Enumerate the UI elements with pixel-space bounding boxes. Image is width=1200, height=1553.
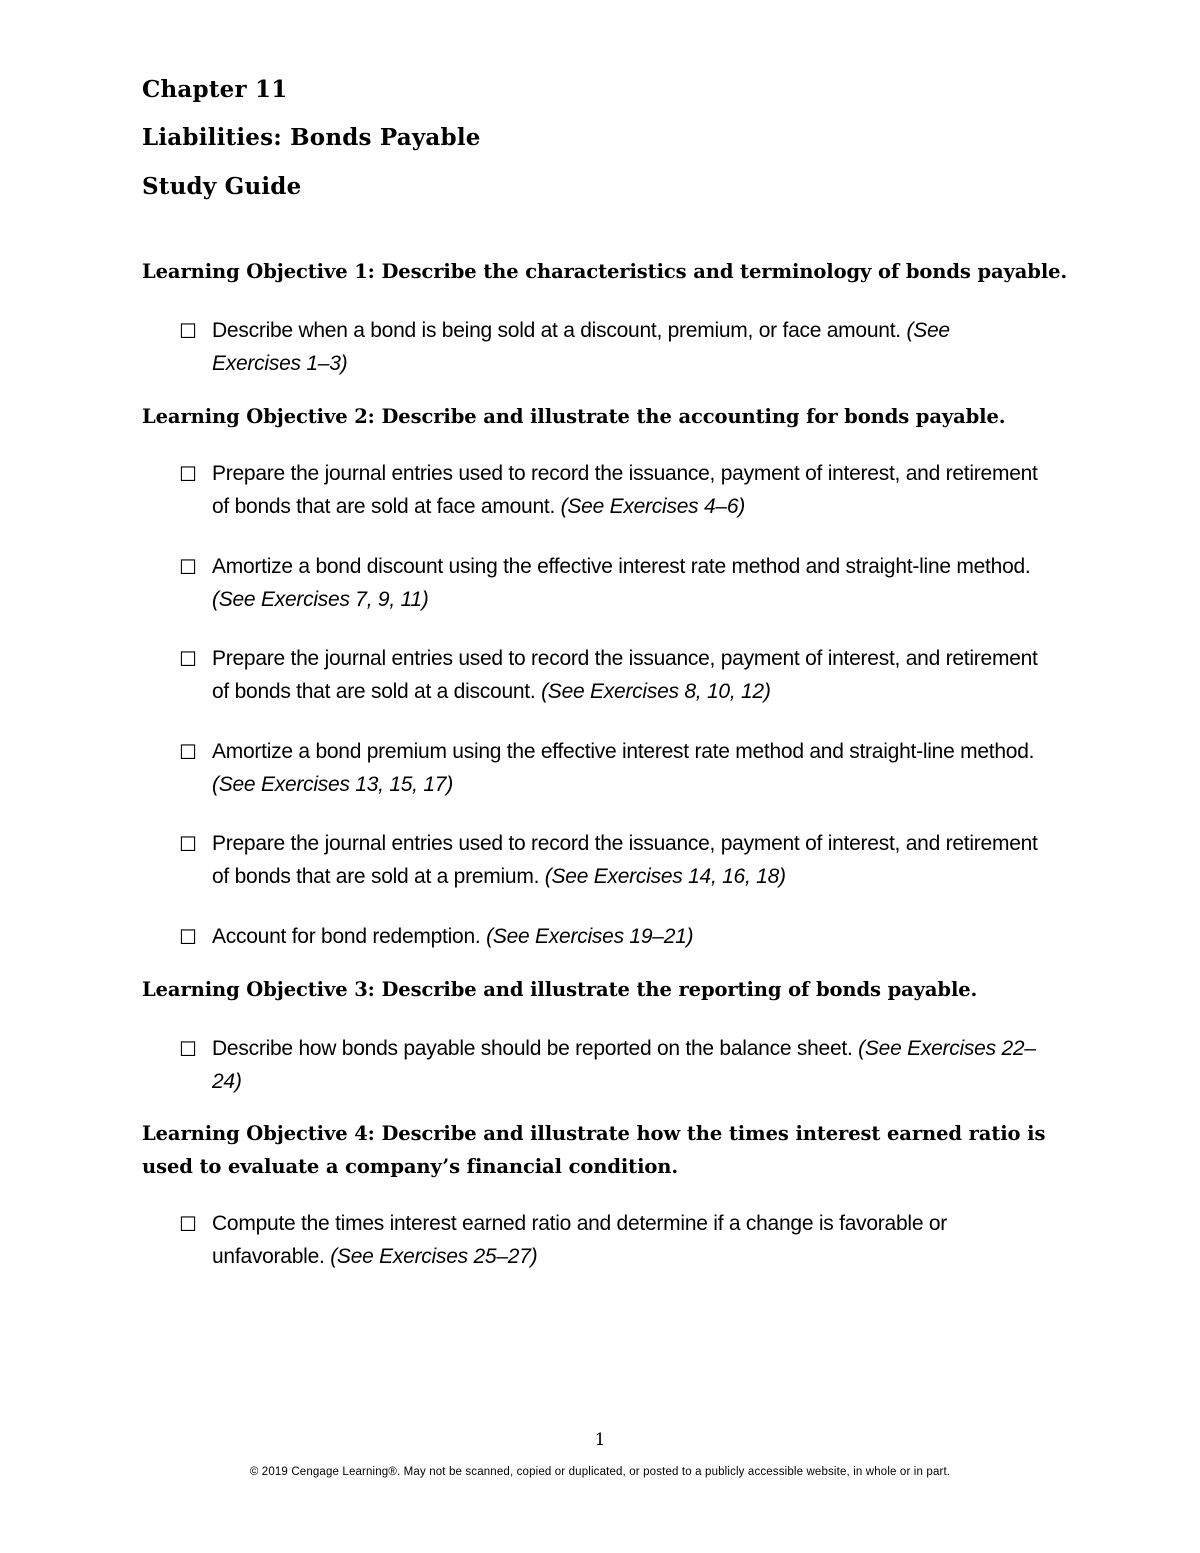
exercise-reference: (See Exercises 13, 15, 17) xyxy=(212,773,453,796)
checklist-item xyxy=(179,1032,1039,1098)
item-text: Describe when a bond is being sold at a discount, premium, or face amount. xyxy=(212,319,901,342)
objective-3-heading: Learning Objective 3: Describe and illustrate the reporting of bonds payable. xyxy=(142,978,978,1001)
checklist-item xyxy=(179,314,1039,380)
checklist-item xyxy=(179,1207,1039,1273)
objective-1-heading: Learning Objective 1: Describe the characteristics and terminology of bonds payable. xyxy=(142,260,1068,283)
item-text: Prepare the journal entries used to record the issuance, payment of interest, and retirement of bonds that are sold at face amount. xyxy=(212,462,1038,518)
item-text: Describe how bonds payable should be reported on the balance sheet. xyxy=(212,1037,853,1060)
checklist-item xyxy=(179,457,1039,523)
checkbox-icon[interactable]: ☐ xyxy=(179,832,197,856)
checkbox-icon[interactable]: ☐ xyxy=(179,1037,197,1061)
checkbox-icon[interactable]: ☐ xyxy=(179,555,197,579)
item-text: Compute the times interest earned ratio and determine if a change is favorable or unfavorable. xyxy=(212,1212,948,1268)
exercise-reference: (See Exercises 4–6) xyxy=(560,495,745,518)
page-number: 1 xyxy=(594,1430,606,1450)
chapter-subject: Liabilities: Bonds Payable xyxy=(142,124,481,151)
exercise-reference: (See Exercises 14, 16, 18) xyxy=(544,865,786,888)
chapter-title: Chapter 11 xyxy=(142,76,288,103)
checklist-item xyxy=(179,642,1039,708)
exercise-reference: (See Exercises 8, 10, 12) xyxy=(541,680,771,703)
checklist-item xyxy=(179,550,1039,616)
checklist-item xyxy=(179,920,1039,953)
checkbox-icon[interactable]: ☐ xyxy=(179,462,197,486)
item-text: Prepare the journal entries used to record the issuance, payment of interest, and retirement of bonds that are sold at a premium. xyxy=(212,832,1038,888)
exercise-reference: (See Exercises 22–24) xyxy=(212,1037,1036,1093)
checkbox-icon[interactable]: ☐ xyxy=(179,319,197,343)
item-text: Account for bond redemption. xyxy=(212,925,481,948)
copyright-footer: © 2019 Cengage Learning®. May not be scanned, copied or duplicated, or posted to a publicly accessible website, in whole or in part. xyxy=(249,1466,951,1478)
checklist-item xyxy=(179,735,1039,801)
objective-2-heading: Learning Objective 2: Describe and illustrate the accounting for bonds payable. xyxy=(142,405,1006,428)
objective-4-heading: Learning Objective 4: Describe and illustrate how the times interest earned ratio is used to evaluate a company’s financial condition. xyxy=(142,1122,1046,1178)
checkbox-icon[interactable]: ☐ xyxy=(179,1212,197,1236)
checkbox-icon[interactable]: ☐ xyxy=(179,740,197,764)
exercise-reference: (See Exercises 7, 9, 11) xyxy=(212,588,429,611)
item-text: Amortize a bond premium using the effective interest rate method and straight-line method. xyxy=(212,740,1035,763)
exercise-reference: (See Exercises 19–21) xyxy=(486,925,694,948)
item-text: Prepare the journal entries used to record the issuance, payment of interest, and retirement of bonds that are sold at a discount. xyxy=(212,647,1038,703)
checklist-item xyxy=(179,827,1039,893)
checkbox-icon[interactable]: ☐ xyxy=(179,925,197,949)
checkbox-icon[interactable]: ☐ xyxy=(179,647,197,671)
exercise-reference: (See Exercises 1–3) xyxy=(212,319,950,375)
item-text: Amortize a bond discount using the effective interest rate method and straight-line method. xyxy=(212,555,1031,578)
exercise-reference: (See Exercises 25–27) xyxy=(330,1245,538,1268)
document-type: Study Guide xyxy=(142,173,302,200)
